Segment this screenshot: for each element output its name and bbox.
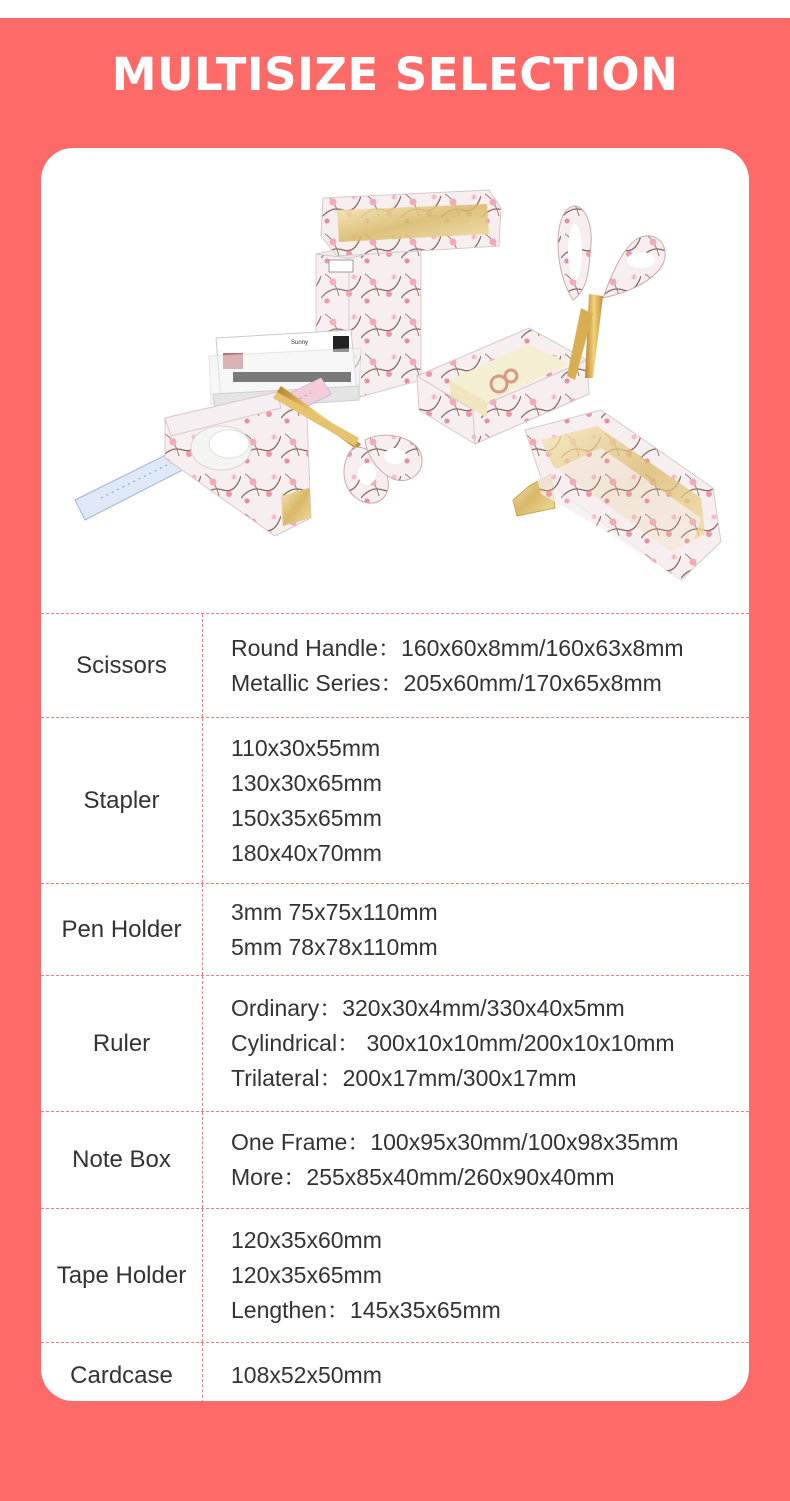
spec-line: One Frame：100x95x30mm/100x98x35mm: [231, 1129, 679, 1155]
table-row-ruler: [41, 975, 749, 1111]
product-photo: [41, 148, 749, 613]
row-specs: [231, 1343, 739, 1401]
row-label: Pen Holder: [61, 915, 182, 943]
table-row-scissors: [41, 613, 749, 717]
column-divider: [202, 1209, 203, 1342]
row-specs: [231, 1209, 739, 1342]
stapler-top-image: [321, 190, 501, 256]
row-specs: [231, 976, 739, 1111]
column-divider: [202, 976, 203, 1111]
table-row-tape-holder: [41, 1208, 749, 1342]
column-divider: [202, 614, 203, 717]
spec-line: 180x40x70mm: [231, 839, 382, 866]
row-specs: [231, 884, 739, 975]
stapler-front-image: [513, 410, 721, 580]
spec-line: Round Handle：160x60x8mm/160x63x8mm: [231, 634, 684, 661]
card-name: Sunny: [291, 340, 309, 346]
table-row-note-box: [41, 1111, 749, 1208]
row-label: Cardcase: [70, 1361, 173, 1389]
spec-line: More：255x85x40mm/260x90x40mm: [231, 1164, 615, 1190]
spec-line: Lengthen：145x35x65mm: [231, 1297, 501, 1323]
spec-line: 130x30x65mm: [231, 769, 382, 796]
row-label: Note Box: [72, 1146, 171, 1173]
page-title: MULTISIZE SELECTION: [111, 48, 679, 101]
row-specs: [231, 614, 739, 717]
spec-line: Metallic Series：205x60mm/170x65x8mm: [231, 669, 662, 696]
spec-line: Ordinary：320x30x4mm/330x40x5mm: [231, 995, 625, 1021]
row-specs: [231, 1112, 739, 1208]
scissors-large-image: [558, 206, 665, 380]
spec-line: Cylindrical： 300x10x10mm/200x10x10mm: [231, 1030, 675, 1056]
column-divider: [202, 884, 203, 975]
column-divider: [202, 1112, 203, 1208]
row-label: Ruler: [92, 1029, 151, 1057]
spec-line: 110x30x55mm: [231, 734, 381, 761]
spec-line: 120x35x60mm: [231, 1227, 382, 1253]
row-label: Tape Holder: [56, 1261, 187, 1289]
spec-line: 5mm 78x78x110mm: [231, 933, 438, 960]
spec-line: 120x35x65mm: [231, 1262, 382, 1288]
spec-line: Trilateral：200x17mm/300x17mm: [231, 1065, 577, 1091]
column-divider: [202, 1343, 203, 1401]
size-table: [41, 613, 749, 1401]
spec-line: 150x35x65mm: [231, 804, 382, 831]
row-specs: [231, 718, 739, 883]
content-card: [41, 148, 749, 1401]
table-row-stapler: [41, 717, 749, 883]
spec-line: 108x52x50mm: [231, 1362, 382, 1388]
table-row-pen-holder: [41, 883, 749, 975]
spec-line: 3mm 75x75x110mm: [231, 898, 438, 925]
table-row-cardcase: [41, 1342, 749, 1401]
row-label: Scissors: [76, 651, 167, 679]
column-divider: [202, 718, 203, 883]
tape-holder-image: [165, 392, 311, 536]
row-label: Stapler: [83, 786, 160, 814]
